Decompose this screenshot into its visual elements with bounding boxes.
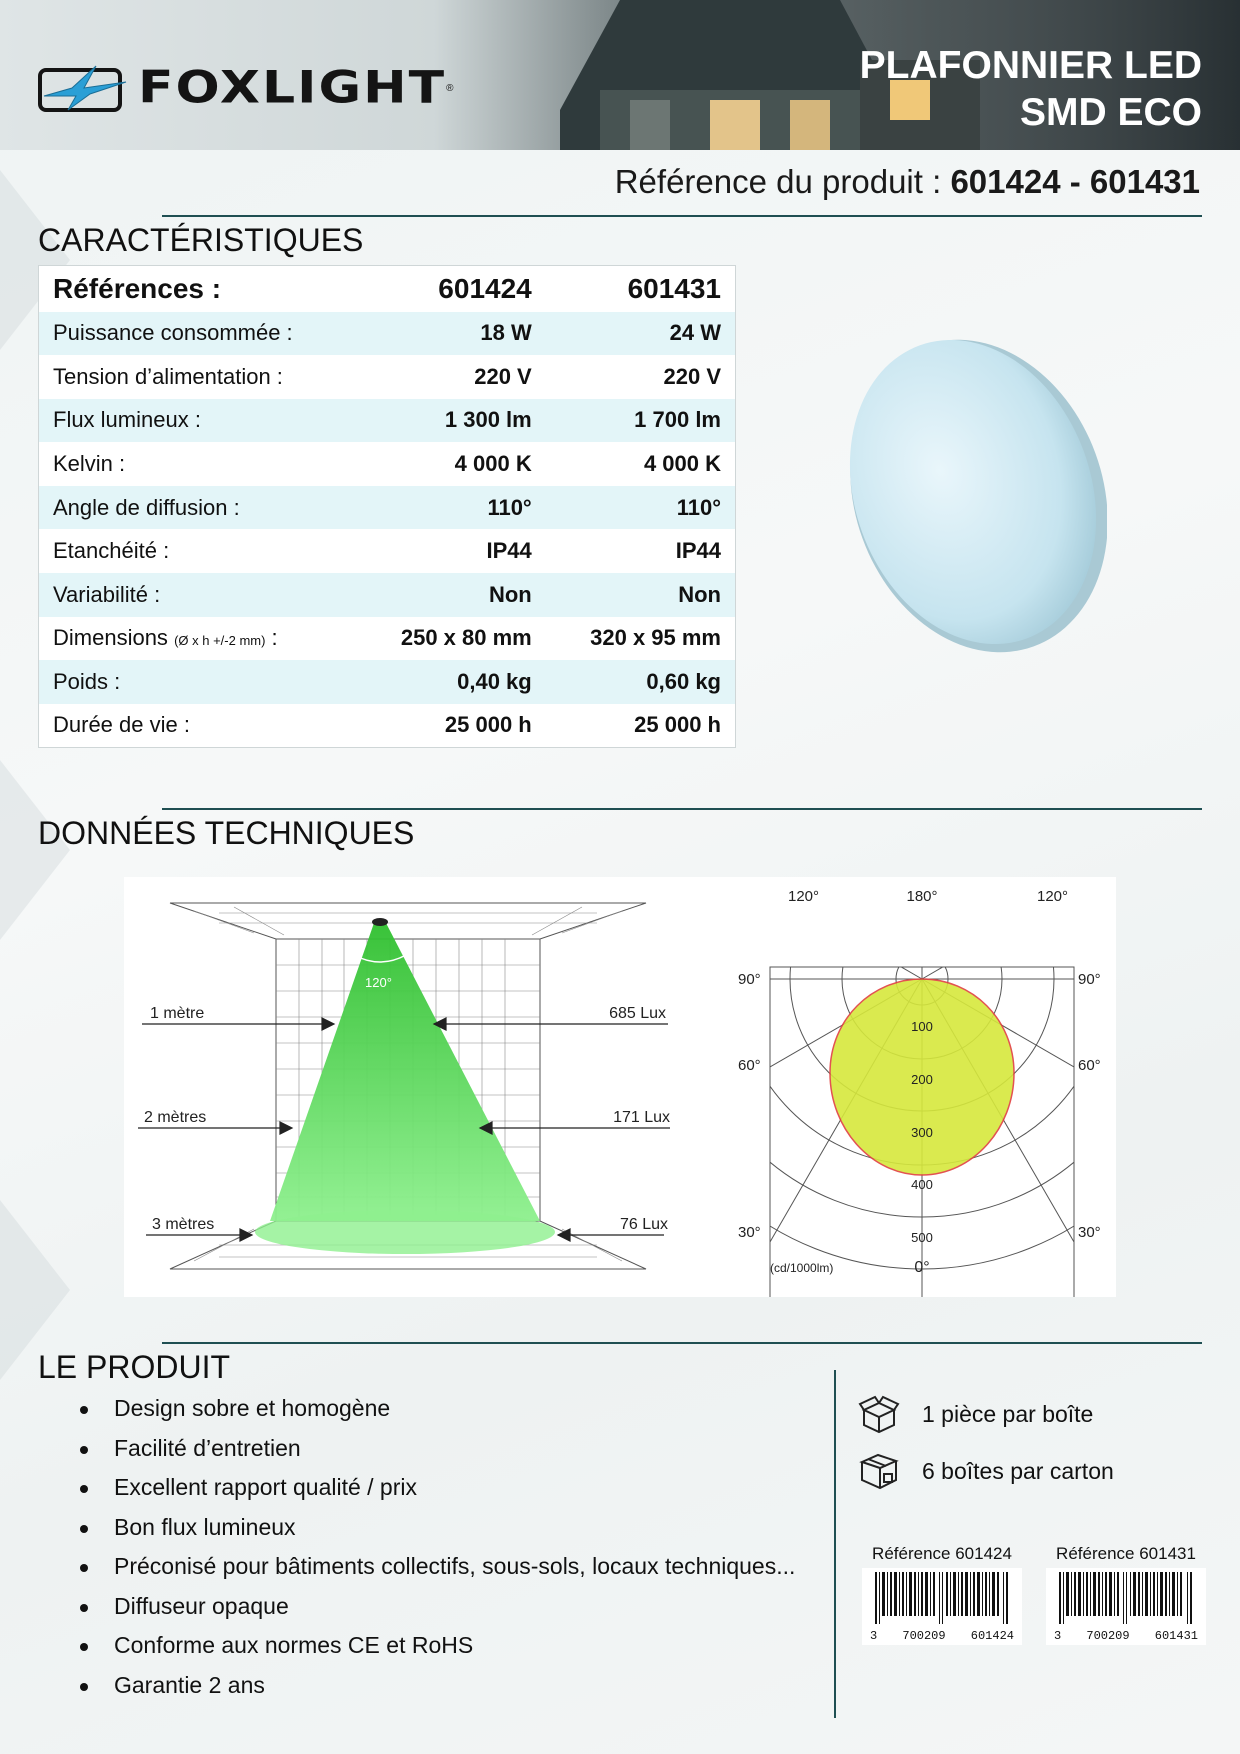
spec-value-2: 320 x 95 mm <box>590 625 721 651</box>
spec-value-1: 4 000 K <box>454 451 532 477</box>
light-pool <box>255 1210 555 1254</box>
section-divider <box>162 215 1202 217</box>
polar-side-label: 90° <box>1078 971 1101 988</box>
spec-value-1: 220 V <box>474 363 532 389</box>
barcode-digits: 601424 <box>970 1629 1014 1643</box>
spec-header-col1: 601424 <box>438 272 532 304</box>
packaging-per-box <box>858 1393 1093 1435</box>
spec-label: Tension d’alimentation : <box>53 363 283 389</box>
barcode-digit: 3 <box>870 1629 878 1643</box>
brand-reg-mark: ® <box>446 82 454 94</box>
ring-label: 200 <box>911 1072 933 1087</box>
polar-bottom-label: 0° <box>914 1259 930 1276</box>
ring-label: 500 <box>911 1230 933 1245</box>
spec-value-2: 1 700 lm <box>546 399 736 443</box>
reference-value: 601424 - 601431 <box>950 163 1200 200</box>
brand-name: FOXLIGHT <box>138 62 447 114</box>
spec-value-2: 4 000 K <box>643 451 721 477</box>
per-box-text: 1 pièce par boîte <box>922 1400 1094 1427</box>
spec-row <box>39 529 736 573</box>
open-box-icon <box>858 1393 900 1435</box>
polar-side-label: 60° <box>738 1057 761 1074</box>
polar-top-label: 120° <box>1037 888 1069 905</box>
barcode-number <box>866 1629 1018 1643</box>
carton-box-icon <box>858 1450 900 1492</box>
barcode-digits: 601431 <box>1154 1629 1198 1643</box>
spec-value-1: 0,40 kg <box>356 660 546 704</box>
section-divider <box>162 808 1202 810</box>
spec-row <box>39 573 736 617</box>
feature-item: Design sobre et homogène <box>80 1395 795 1435</box>
cone-angle-label: 120° <box>365 975 392 990</box>
spec-label-dimensions <box>39 617 356 661</box>
barcode-digit: 3 <box>1054 1629 1062 1643</box>
distance-label: 3 mètres <box>152 1216 215 1233</box>
spec-value-2: 25 000 h <box>634 712 721 738</box>
barcode-block-601424 <box>862 1544 1022 1645</box>
ring-label: 100 <box>911 1019 933 1034</box>
feature-list <box>80 1395 795 1711</box>
spec-value-1: 18 W <box>356 312 546 356</box>
spec-row <box>39 486 736 530</box>
spec-row <box>39 399 736 443</box>
spec-value-2: 24 W <box>546 312 736 356</box>
fox-logo-icon <box>38 60 130 116</box>
section-divider <box>162 1342 1202 1344</box>
barcode-bars <box>869 1572 1015 1624</box>
spec-value-2: IP44 <box>675 538 721 564</box>
spec-row <box>39 704 736 748</box>
lux-label: 76 Lux <box>619 1216 668 1233</box>
ceiling-lamp-image <box>845 330 1107 658</box>
barcode-bars <box>1053 1572 1199 1624</box>
spec-table <box>38 265 736 748</box>
section-title-product: LE PRODUIT <box>38 1349 231 1385</box>
polar-side-label: 30° <box>738 1224 761 1241</box>
per-carton-text: 6 boîtes par carton <box>922 1457 1114 1484</box>
spec-value-1: 25 000 h <box>444 712 532 738</box>
spec-label-suffix: : <box>265 625 278 651</box>
product-reference <box>615 163 1200 201</box>
spec-row <box>39 312 736 356</box>
spec-label: Durée de vie : <box>53 712 190 738</box>
barcode-block-601431 <box>1046 1544 1206 1645</box>
technical-diagrams <box>124 877 1116 1297</box>
product-title-line1: PLAFONNIER LED <box>859 44 1202 87</box>
spec-label: Etanchéité : <box>53 538 170 564</box>
product-title <box>860 42 1202 136</box>
spec-row <box>39 617 736 661</box>
light-beam <box>270 923 540 1221</box>
barcode-digits: 700209 <box>1086 1629 1130 1643</box>
diagram-canvas <box>124 877 1116 1297</box>
section-title-characteristics: CARACTÉRISTIQUES <box>38 222 364 258</box>
feature-item: Bon flux lumineux <box>80 1514 795 1554</box>
polar-unit-label: (cd/1000lm) <box>770 1261 834 1275</box>
barcode <box>1046 1568 1206 1645</box>
spec-label-note: (Ø x h +/-2 mm) <box>174 633 266 649</box>
spec-label: Flux lumineux : <box>39 399 356 443</box>
feature-item: Excellent rapport qualité / prix <box>80 1474 795 1514</box>
spec-label: Poids : <box>39 660 356 704</box>
spec-value-2: 0,60 kg <box>546 660 736 704</box>
vertical-divider <box>834 1370 836 1718</box>
feature-item: Préconisé pour bâtiments collectifs, sous-sols, locaux techniques... <box>80 1553 795 1593</box>
ring-label: 300 <box>911 1125 933 1140</box>
lamp-source <box>372 918 388 926</box>
section-title-technical: DONNÉES TECHNIQUES <box>38 815 415 851</box>
spec-label: Variabilité : <box>39 573 356 617</box>
spec-value-1: 250 x 80 mm <box>400 625 532 651</box>
distance-label: 1 mètre <box>150 1005 205 1022</box>
reference-label: Référence du produit : <box>614 163 951 200</box>
spec-label: Dimensions <box>53 625 168 651</box>
spec-value-1: Non <box>356 573 546 617</box>
spec-row <box>39 660 736 704</box>
spec-value-1: 110° <box>356 486 546 530</box>
polar-top-label: 180° <box>906 888 938 905</box>
spec-label: Angle de diffusion : <box>39 486 356 530</box>
lux-label: 171 Lux <box>613 1109 670 1126</box>
spec-header-row <box>39 266 736 312</box>
spec-row <box>39 442 736 486</box>
spec-value-2: Non <box>546 573 736 617</box>
spec-value-2: 220 V <box>663 363 721 389</box>
spec-label: Puissance consommée : <box>39 312 356 356</box>
product-title-line2: SMD ECO <box>1019 91 1202 134</box>
spec-value-2: 110° <box>546 486 736 530</box>
spec-value-1: IP44 <box>486 538 532 564</box>
feature-item: Garantie 2 ans <box>80 1672 795 1712</box>
polar-top-label: 120° <box>788 888 820 905</box>
feature-item: Diffuseur opaque <box>80 1593 795 1633</box>
distance-label: 2 mètres <box>144 1109 207 1126</box>
ring-label: 400 <box>911 1177 933 1192</box>
barcode-digits: 700209 <box>902 1629 946 1643</box>
spec-label: Kelvin : <box>53 451 126 477</box>
feature-item: Facilité d’entretien <box>80 1435 795 1475</box>
barcode-title: Référence 601431 <box>1056 1544 1196 1563</box>
spec-row <box>39 355 736 399</box>
spec-value-1: 1 300 lm <box>356 399 546 443</box>
barcode-title: Référence 601424 <box>872 1544 1012 1563</box>
polar-side-label: 60° <box>1078 1057 1101 1074</box>
lux-label: 685 Lux <box>609 1005 666 1022</box>
polar-side-label: 90° <box>738 971 761 988</box>
feature-item: Conforme aux normes CE et RoHS <box>80 1632 795 1672</box>
polar-diagram <box>632 877 1116 1297</box>
barcode <box>862 1568 1022 1645</box>
packaging-per-carton <box>858 1450 1114 1492</box>
barcode-number <box>1050 1629 1202 1643</box>
polar-side-label: 30° <box>1078 1224 1101 1241</box>
brand-logo <box>38 58 454 118</box>
spec-header-col2: 601431 <box>627 272 721 304</box>
header-banner <box>0 0 1240 150</box>
spec-header-label: Références : <box>53 272 222 304</box>
